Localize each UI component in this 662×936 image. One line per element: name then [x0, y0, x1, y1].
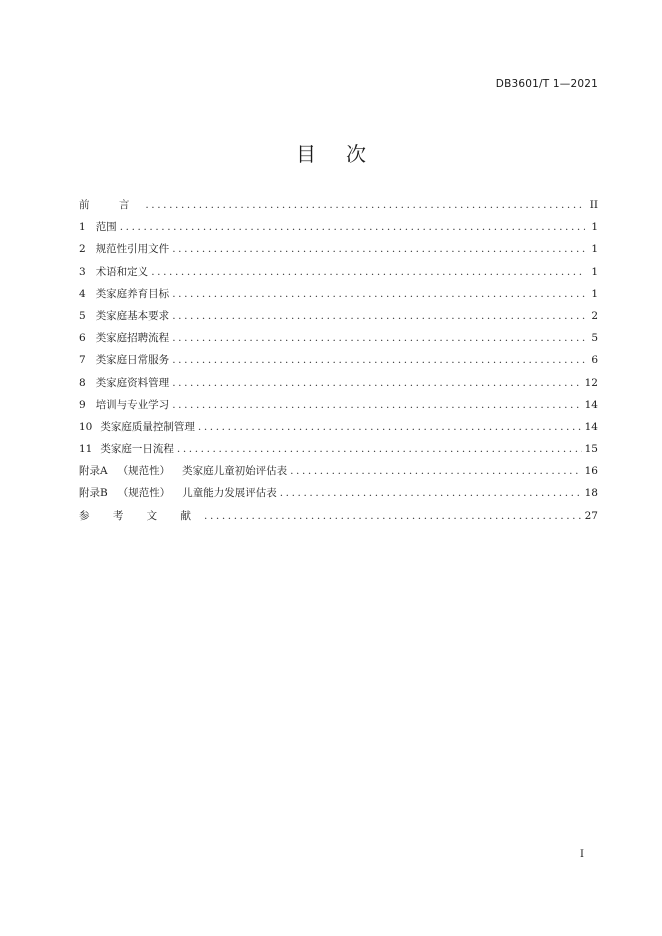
toc-entry-label: 类家庭儿童初始评估表 — [182, 465, 288, 478]
toc-leader-dots — [172, 288, 585, 300]
toc-leader-dots — [177, 443, 582, 455]
toc-entry-annex-b[interactable] — [79, 485, 598, 507]
toc-annex-number: 附录A — [79, 465, 108, 478]
toc-entry-number: 11 — [79, 443, 93, 456]
toc-leader-dots — [120, 221, 585, 233]
page-number: I — [580, 849, 584, 860]
toc-entry-number: 2 — [79, 243, 86, 256]
toc-leader-dots — [172, 399, 581, 411]
toc-leader-dots — [280, 487, 582, 499]
toc-entry-page: 5 — [591, 332, 598, 345]
toc-entry-label: 培训与专业学习 — [95, 398, 170, 411]
document-code: DB3601/T 1—2021 — [495, 78, 598, 90]
toc-entry-8[interactable] — [79, 375, 598, 397]
toc-entry-label: 范围 — [95, 221, 117, 234]
toc-entry-page: 14 — [584, 398, 598, 411]
toc-leader-dots — [290, 465, 582, 477]
toc-title-part2: 次 — [346, 142, 366, 166]
toc-entry-9[interactable] — [79, 397, 598, 419]
toc-leader-dots — [172, 243, 585, 255]
toc-title — [0, 138, 662, 167]
toc-entry-page: 6 — [591, 354, 598, 367]
toc-entry-foreword[interactable] — [79, 197, 598, 219]
toc-leader-dots — [172, 332, 585, 344]
toc-entry-5[interactable] — [79, 308, 598, 330]
toc-list — [79, 197, 598, 530]
toc-entry-11[interactable] — [79, 441, 598, 463]
toc-entry-label: 术语和定义 — [95, 265, 149, 278]
toc-entry-references[interactable] — [79, 508, 598, 530]
toc-entry-number: 8 — [79, 376, 86, 389]
toc-entry-page: II — [589, 199, 598, 211]
toc-leader-dots — [172, 377, 581, 389]
toc-leader-dots — [145, 199, 585, 211]
toc-entry-4[interactable] — [79, 286, 598, 308]
toc-entry-page: 14 — [584, 420, 598, 433]
toc-leader-dots — [151, 266, 585, 278]
toc-entry-number: 3 — [79, 265, 86, 278]
toc-title-part1: 目 — [296, 142, 316, 166]
toc-entry-label: 类家庭养育目标 — [95, 287, 170, 300]
toc-leader-dots — [198, 421, 582, 433]
toc-entry-number: 6 — [79, 332, 86, 345]
toc-entry-label: 类家庭质量控制管理 — [100, 420, 195, 433]
toc-entry-7[interactable] — [79, 352, 598, 374]
toc-entry-label: 规范性引用文件 — [95, 243, 170, 256]
toc-entry-number: 4 — [79, 287, 86, 300]
toc-entry-page: 1 — [591, 221, 598, 234]
toc-entry-page: 16 — [584, 465, 598, 478]
toc-entry-page: 18 — [584, 487, 598, 500]
toc-entry-page: 1 — [591, 243, 598, 256]
toc-entry-number: 1 — [79, 221, 86, 234]
toc-entry-2[interactable] — [79, 241, 598, 263]
toc-entry-label: 前 言 — [79, 199, 143, 211]
toc-annex-type: （规范性） — [117, 465, 171, 478]
toc-entry-number: 7 — [79, 354, 86, 367]
toc-entry-page: 1 — [591, 265, 598, 278]
toc-entry-label: 类家庭日常服务 — [95, 354, 170, 367]
toc-entry-10[interactable] — [79, 419, 598, 441]
toc-entry-number: 10 — [79, 420, 93, 433]
toc-leader-dots — [172, 354, 585, 366]
toc-entry-label: 类家庭资料管理 — [95, 376, 170, 389]
toc-entry-page: 12 — [584, 376, 598, 389]
toc-entry-3[interactable] — [79, 264, 598, 286]
toc-entry-annex-a[interactable] — [79, 463, 598, 485]
toc-leader-dots — [172, 310, 585, 322]
toc-entry-label: 儿童能力发展评估表 — [182, 487, 277, 500]
toc-entry-label: 参 考 文 献 — [79, 509, 202, 522]
toc-entry-label: 类家庭一日流程 — [100, 443, 174, 456]
toc-entry-label: 类家庭招聘流程 — [95, 332, 170, 345]
toc-annex-type: （规范性） — [117, 487, 171, 500]
toc-entry-page: 15 — [584, 443, 598, 456]
toc-entry-6[interactable] — [79, 330, 598, 352]
toc-entry-number: 5 — [79, 309, 86, 322]
toc-entry-page: 1 — [591, 287, 598, 300]
toc-entry-number: 9 — [79, 398, 86, 411]
toc-entry-1[interactable] — [79, 219, 598, 241]
toc-entry-page: 2 — [591, 309, 598, 322]
toc-leader-dots — [204, 510, 582, 522]
toc-entry-label: 类家庭基本要求 — [95, 309, 170, 322]
toc-entry-page: 27 — [584, 509, 598, 522]
toc-annex-number: 附录B — [79, 487, 108, 500]
